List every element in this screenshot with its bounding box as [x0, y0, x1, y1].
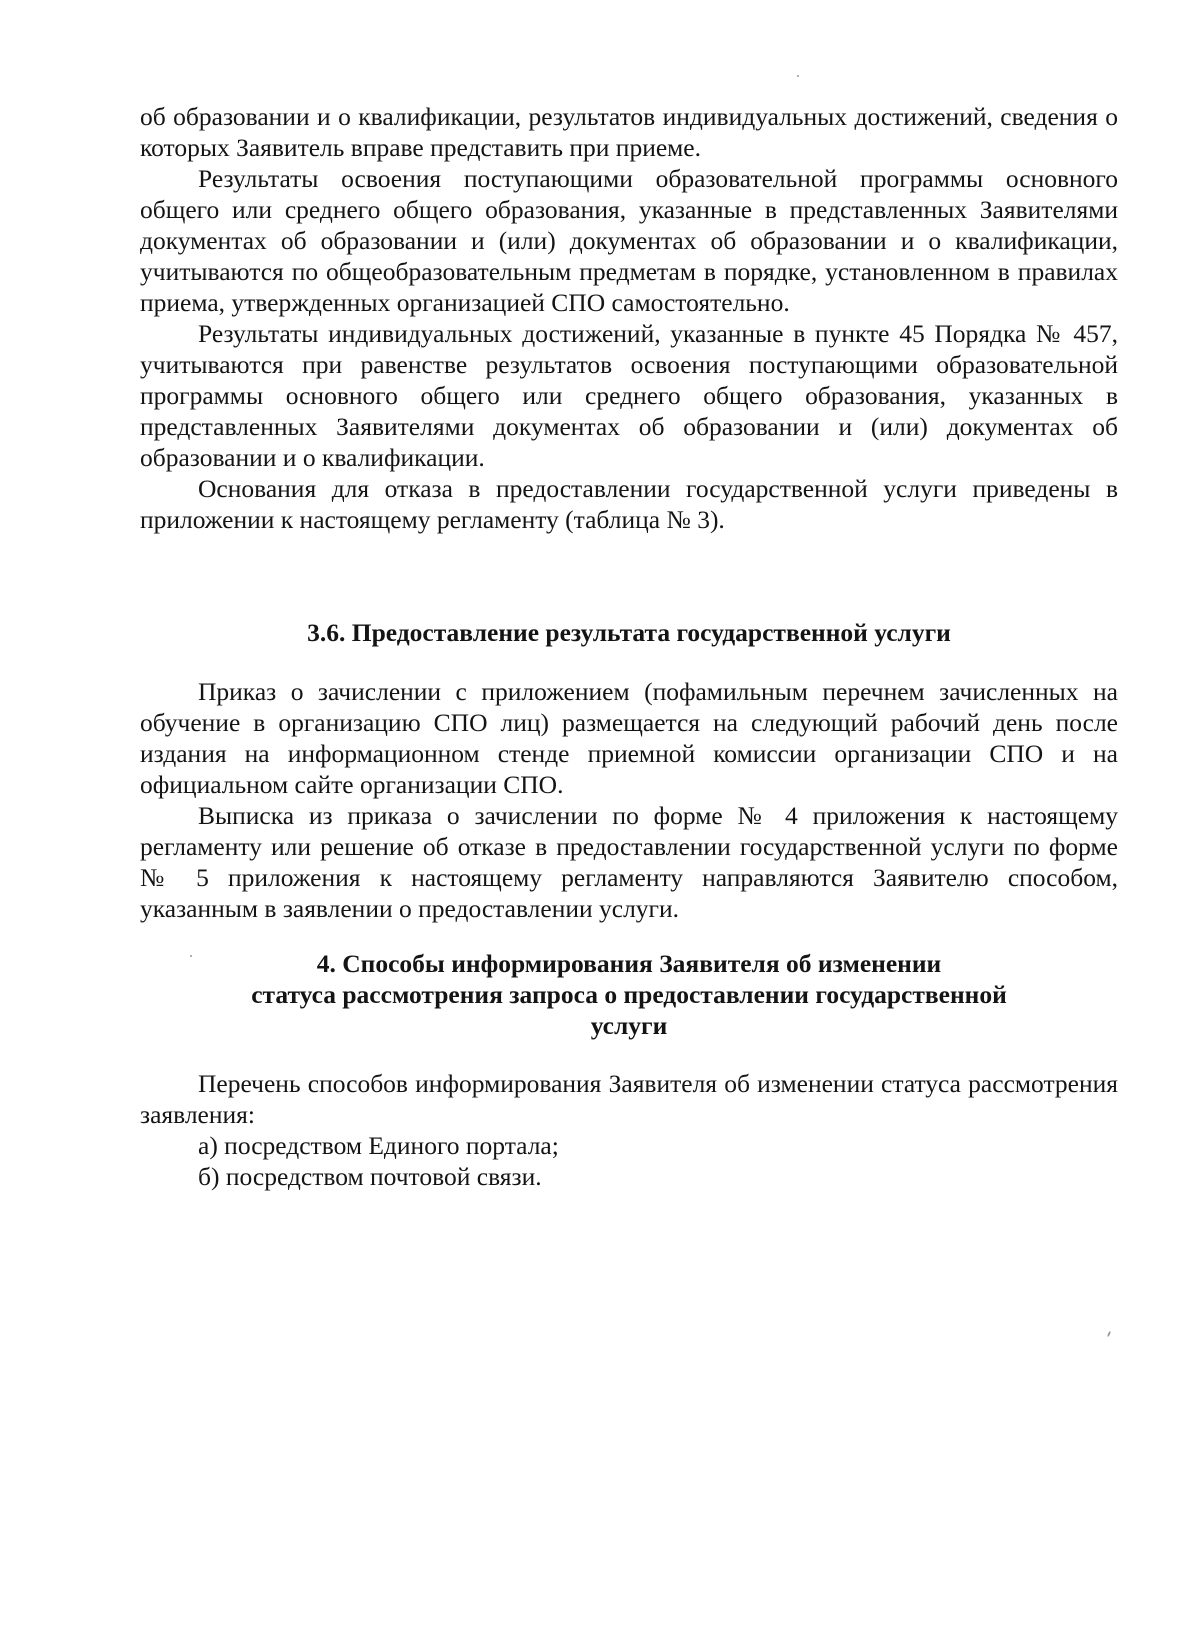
paragraph-order-extract: Выписка из приказа о зачислении по форме № 4 приложения к настоящему регламенту или решение об отказе в предоставлении государственной услуги по форме № 5 приложения к настоящему регламенту направляются Заявителю способом, указанным в заявлении о предоставлении услуги. — [140, 801, 1118, 923]
paragraph-results-mastery: Результаты освоения поступающими образовательной программы основного общего или среднего общего образования, указанные в представленных Заявителями документах об образовании и (или) документах об образовании и о квалификации, учитываются по общеобразовательным предметам в порядке, установленном в правилах приема, утвержденных организацией СПО самостоятельно. — [140, 164, 1118, 317]
text-block-section-3-6 — [140, 676, 1118, 924]
section-heading-3-6: 3.6. Предоставление результата государственной услуги — [307, 618, 951, 647]
section-heading-4-line2: статуса рассмотрения запроса о предоставлении государственной — [251, 980, 1007, 1009]
paragraph-notification-methods: Перечень способов информирования Заявителя об изменении статуса рассмотрения заявления: — [140, 1069, 1118, 1129]
paragraph-refusal-grounds: Основания для отказа в предоставлении государственной услуги приведены в приложении к настоящему регламенту (таблица № 3). — [140, 474, 1118, 534]
paragraph-enrollment-order: Приказ о зачислении с приложением (пофамильным перечнем зачисленных на обучение в организацию СПО лиц) размещается на следующий рабочий день после издания на информационном стенде приемной комиссии организации СПО и на официальном сайте организации СПО. — [140, 677, 1118, 799]
section-heading-4-line1: 4. Способы информирования Заявителя об изменении — [316, 949, 942, 978]
paragraph-continuation: об образовании и о квалификации, результатов индивидуальных достижений, сведения о которых Заявитель вправе представить при приеме. — [140, 102, 1118, 162]
list-item-unified-portal: а) посредством Единого портала; — [198, 1131, 559, 1160]
section-heading-4-line3: услуги — [590, 1011, 668, 1040]
scan-speck — [797, 75, 799, 77]
scan-speck — [190, 955, 192, 957]
text-block-section-4 — [140, 1068, 1118, 1192]
scan-speck — [1107, 1331, 1111, 1337]
paragraph-individual-achievements: Результаты индивидуальных достижений, указанные в пункте 45 Порядка № 457, учитываются при равенстве результатов освоения поступающими образовательной программы основного общего или среднего общего образования, указанных в представленных Заявителями документах об образовании и (или) документах об образовании и о квалификации. — [140, 319, 1118, 472]
section-heading-4 — [140, 948, 1118, 1041]
text-block-admission — [140, 101, 1118, 535]
list-item-postal-service: б) посредством почтовой связи. — [198, 1162, 542, 1191]
